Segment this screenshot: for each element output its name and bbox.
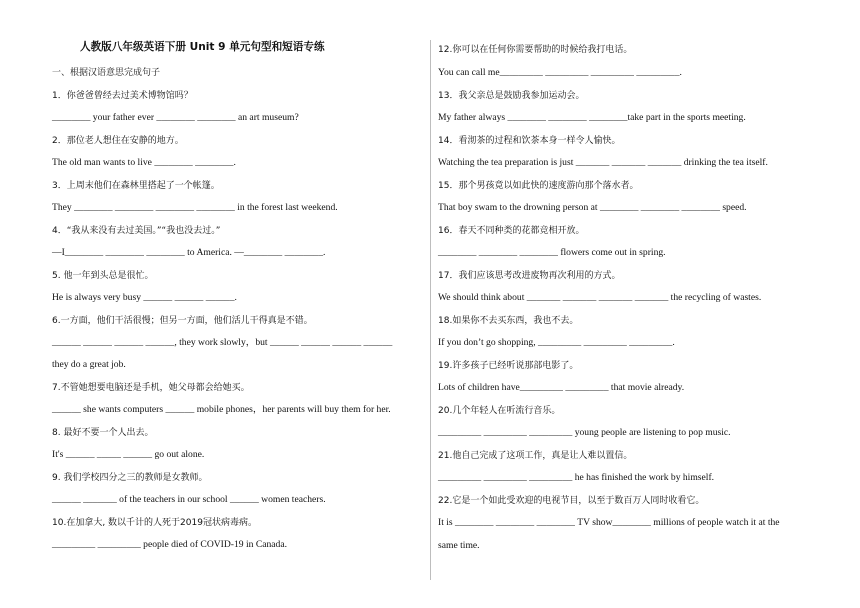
question-14-chinese: 14．看沏茶的过程和饮茶本身一样令人愉快。 (438, 136, 621, 146)
question-10-english: _________ _________ people died of COVID-19 in Canada. (52, 539, 288, 550)
question-6-english-cont: they do a great job. (52, 359, 126, 370)
question-17-english: We should think about _______ _______ _______ _______ the recycling of wastes. (438, 292, 762, 303)
question-3-english: They ________ ________ ________ ________ in the forest last weekend. (52, 202, 338, 213)
question-15-english: That boy swam to the drowning person at ________ ________ ________ speed. (438, 202, 747, 213)
question-17-chinese: 17．我们应该思考改进废物再次利用的方式。 (438, 271, 621, 281)
question-22-english: It is ________ ________ ________ TV show________ millions of people watch it at the (438, 517, 780, 528)
question-19-chinese: 19.许多孩子已经听说那部电影了。 (438, 361, 579, 371)
question-21-chinese: 21.他自己完成了这项工作，真是让人难以置信。 (438, 451, 633, 461)
question-9-english: ______ _______ of the teachers in our school ______ women teachers. (52, 494, 326, 505)
question-21-english: _________ _________ _________ he has finished the work by himself. (438, 472, 715, 483)
question-15-chinese: 15．那个男孩竟以如此快的速度游向那个落水者。 (438, 181, 639, 191)
question-5-chinese: 5. 他一年到头总是很忙。 (52, 271, 154, 281)
question-13-english: My father always ________ ________ ________take part in the sports meeting. (438, 112, 746, 123)
section-heading: 一、根据汉语意思完成句子 (52, 68, 161, 78)
question-22-chinese: 22.它是一个如此受欢迎的电视节目，以至于数百万人同时收看它。 (438, 496, 705, 506)
worksheet-title: 人教版八年级英语下册 Unit 9 单元句型和短语专练 (80, 41, 325, 53)
question-18-english: If you don’t go shopping, _________ _________ _________. (438, 337, 675, 348)
question-1-chinese: 1．你爸爸曾经去过美术博物馆吗？ (52, 91, 193, 101)
question-7-chinese: 7.不管她想要电脑还是手机，她父母都会给她买。 (52, 383, 250, 393)
question-6-english: ______ ______ ______ ______, they work slowly，but ______ ______ ______ ______ (52, 337, 393, 348)
question-6-chinese: 6.一方面，他们干活很慢；但另一方面，他们活儿干得真是不错。 (52, 316, 313, 326)
question-2-chinese: 2．那位老人想住在安静的地方。 (52, 136, 184, 146)
question-3-chinese: 3．上周末他们在森林里搭起了一个帐篷。 (52, 181, 220, 191)
question-4-english: —I________ ________ ________ to America. —________ ________. (52, 247, 326, 258)
question-14-english: Watching the tea preparation is just _______ _______ _______ drinking the tea itself. (438, 157, 768, 168)
question-10-chinese: 10.在加拿大, 数以千计的人死于2019冠状病毒病。 (52, 518, 257, 528)
question-19-english: Lots of children have_________ _________ that movie already. (438, 382, 685, 393)
question-20-english: _________ _________ _________ young people are listening to pop music. (438, 427, 731, 438)
question-9-chinese: 9. 我们学校四分之三的教师是女教师。 (52, 473, 208, 483)
question-7-english: ______ she wants computers ______ mobile phones，her parents will buy them for her. (52, 404, 391, 415)
question-13-chinese: 13．我父亲总是鼓励我参加运动会。 (438, 91, 585, 101)
question-5-english: He is always very busy ______ ______ ______. (52, 292, 237, 303)
question-22-english-cont: same time. (438, 540, 480, 551)
question-18-chinese: 18.如果你不去买东西，我也不去。 (438, 316, 579, 326)
column-divider (430, 40, 431, 580)
question-20-chinese: 20.几个年轻人在听流行音乐。 (438, 406, 561, 416)
question-12-english: You can call me_________ _________ _________ _________. (438, 67, 682, 78)
question-16-chinese: 16．春天不同种类的花都竞相开放。 (438, 226, 585, 236)
question-16-english: ________ ________ ________ flowers come out in spring. (438, 247, 666, 258)
question-2-english: The old man wants to live ________ ________. (52, 157, 236, 168)
question-12-chinese: 12.你可以在任何你需要帮助的时候给我打电话。 (438, 45, 633, 55)
question-1-english: ________ your father ever ________ ________ an art museum? (52, 112, 299, 123)
question-4-chinese: 4．“我从来没有去过美国。”“我也没去过。” (52, 226, 221, 236)
question-8-english: It's ______ _____ ______ go out alone. (52, 449, 205, 460)
question-8-chinese: 8. 最好不要一个人出去。 (52, 428, 154, 438)
